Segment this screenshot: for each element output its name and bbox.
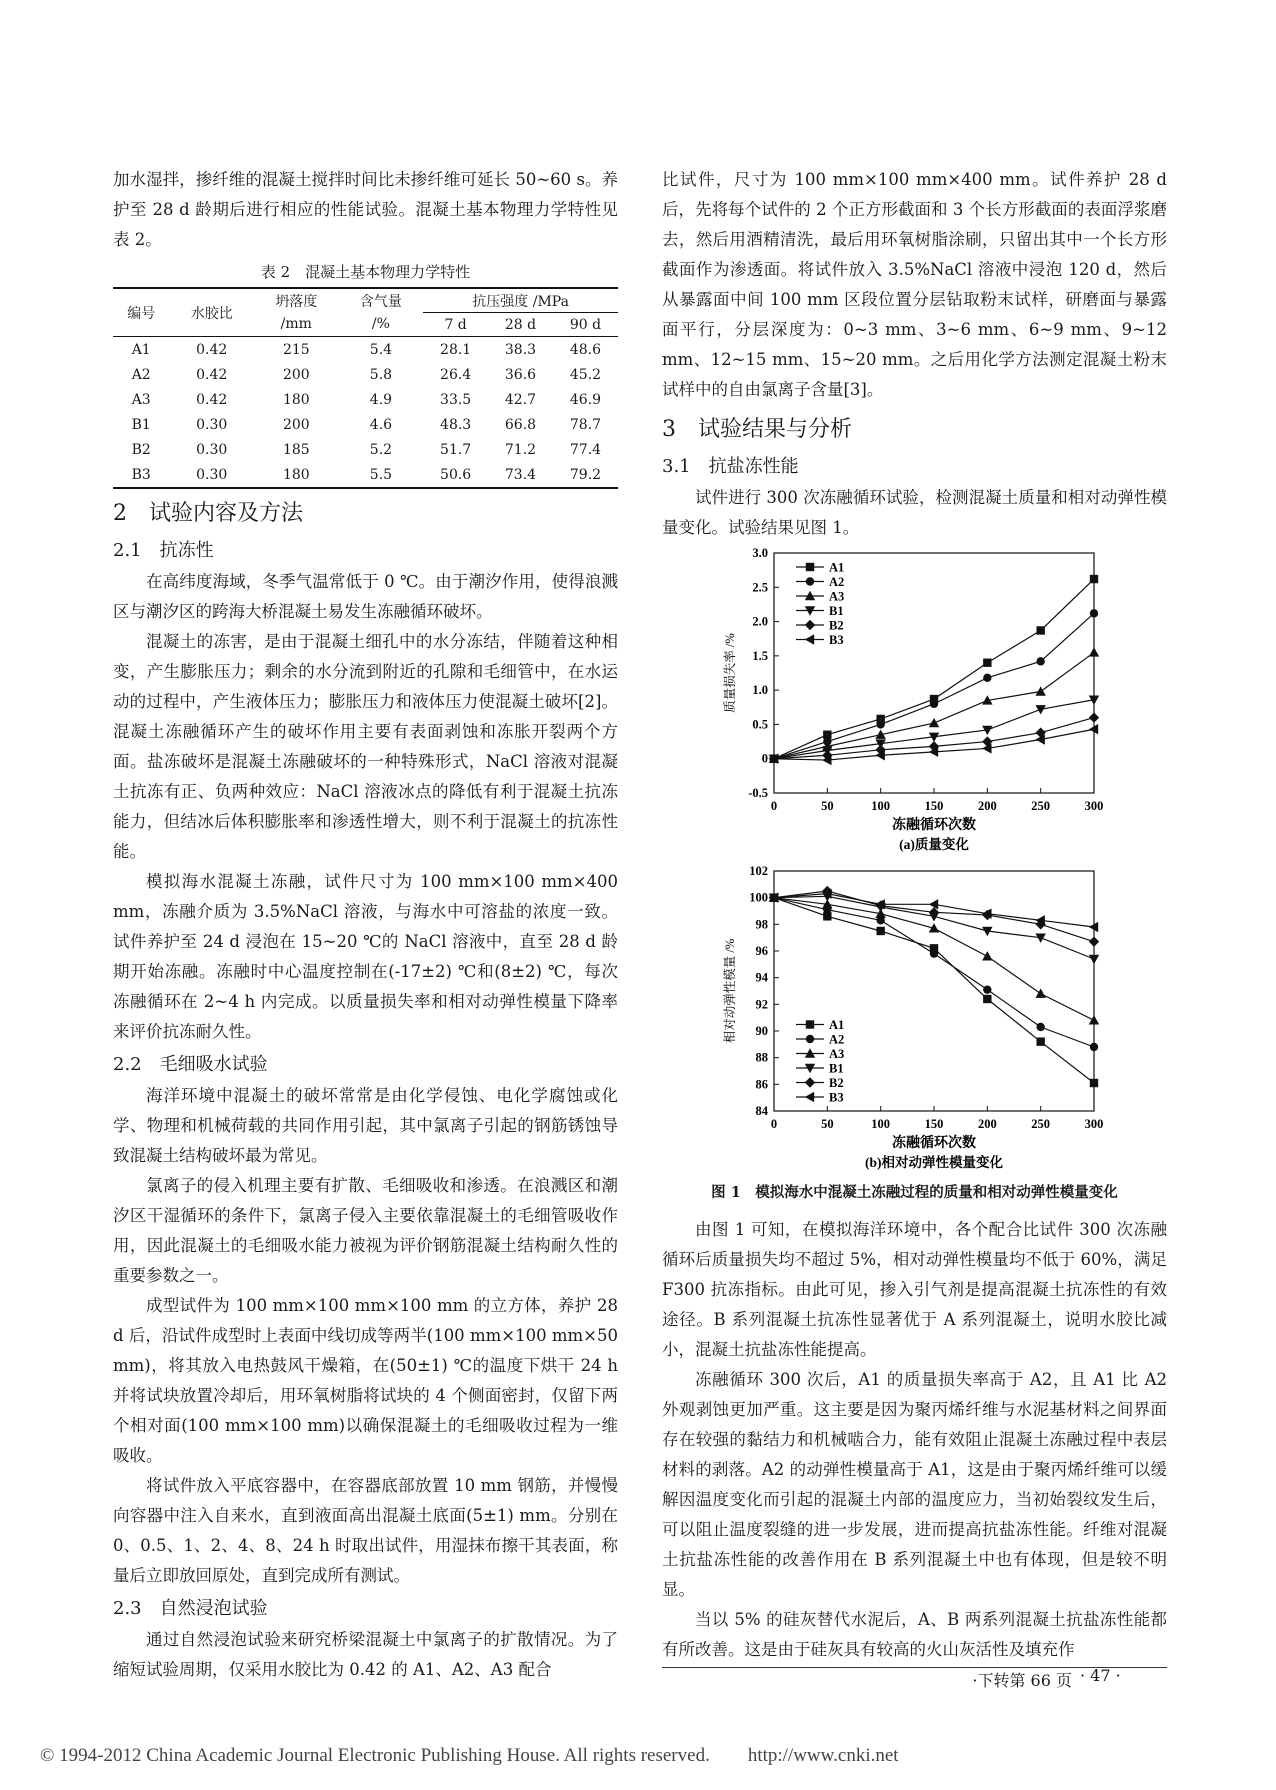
paragraph: 模拟海水混凝土冻融，试件尺寸为 100 mm×100 mm×400 mm，冻融介质为 3.5%NaCl 溶液，与海水中可溶盐的浓度一致。试件养护至 24 d 浸泡在 15~20 ℃的 NaCl 溶液中，直至 28 d 龄期开始冻融。冻融时中心温度控制在(-17±2) ℃和(8±2) ℃，每次冻融循环在 2~4 h 内完成。以质量损失率和相对动弹性模量下降率来评价抗冻耐久性。 — [113, 872, 618, 1041]
data-point-A1 — [1036, 626, 1044, 634]
table-row — [113, 412, 618, 437]
x-tick-label: 250 — [1031, 1117, 1051, 1131]
cell: 4.9 — [369, 391, 393, 408]
cell: 66.8 — [504, 416, 537, 433]
y-tick-label: 92 — [755, 997, 768, 1012]
legend-label-B3: B3 — [829, 1090, 844, 1105]
cell: 48.3 — [440, 416, 472, 433]
left-column — [113, 165, 618, 1685]
x-tick-label: 250 — [1031, 799, 1051, 813]
series-B2 — [769, 886, 1099, 947]
cell: 73.4 — [504, 466, 537, 483]
paragraph: 海洋环境中混凝土的破坏常常是由化学侵蚀、电化学腐蚀或化学、物理和机械荷载的共同作用引起，其中氯离子引起的钢筋锈蚀导致混凝土结构破坏最为常见。 — [113, 1086, 618, 1165]
section-3-heading: 3 试验结果与分析 — [662, 417, 852, 442]
cell: 0.30 — [196, 466, 228, 483]
cell: 5.5 — [369, 466, 393, 483]
cell: 78.7 — [569, 416, 602, 433]
cell: 42.7 — [504, 391, 537, 408]
data-point-A3 — [1089, 647, 1099, 656]
cell: 5.2 — [369, 441, 393, 458]
cell: A1 — [131, 341, 151, 358]
cell: 36.6 — [504, 366, 537, 383]
chart-dynamic-modulus — [662, 861, 1167, 1179]
cell: 5.8 — [369, 366, 393, 383]
legend-label-A1: A1 — [829, 560, 845, 575]
paragraph: 比试件，尺寸为 100 mm×100 mm×400 mm。试件养护 28 d 后，先将每个试件的 2 个正方形截面和 3 个长方形截面的表面浮浆磨去，然后用酒精清洗，最后用环氧树脂涂刷，只留出其中一个长方形截面作为渗透面。将试件放入 3.5%NaCl 溶液中浸泡 120 d，然后从暴露面中间 100 mm 区段位置分层钻取粉末试样，研磨面与暴露面平行，分层深度为：0~3 mm、3~6 mm、6~9 mm、9~12 mm、12~15 mm、15~20 mm。之后用化学方法测定混凝土粉末试样中的自由氯离子含量[3]。 — [662, 170, 1167, 399]
table-row — [113, 362, 618, 387]
y-tick-label: 0 — [761, 751, 768, 766]
cell: 180 — [282, 391, 310, 408]
data-point-A3 — [1089, 1015, 1099, 1024]
th-7d: 7 d — [423, 313, 488, 337]
legend-label-A1: A1 — [829, 1018, 845, 1032]
cell: 77.4 — [569, 441, 602, 458]
cell: 4.6 — [369, 416, 393, 433]
cell: B2 — [131, 441, 151, 458]
table-row — [113, 337, 618, 363]
x-tick-label: 200 — [977, 799, 997, 813]
data-point-A2 — [1036, 1023, 1044, 1031]
page-number: · 47 · — [1080, 1666, 1121, 1685]
x-tick-label: 300 — [1084, 799, 1104, 813]
cell: 48.6 — [569, 341, 602, 358]
legend-label-A2: A2 — [829, 575, 845, 589]
paragraph: 通过自然浸泡试验来研究桥梁混凝土中氯离子的扩散情况。为了缩短试验周期，仅采用水胶比为 0.42 的 A1、A2、A3 配合 — [113, 1630, 618, 1679]
data-point-A2 — [1090, 609, 1098, 617]
plot-frame — [774, 553, 1094, 793]
cell: 26.4 — [440, 366, 472, 383]
intro-paragraph: 加水湿拌，掺纤维的混凝土搅拌时间比未掺纤维可延长 50~60 s。养护至 28 d 龄期后进行相应的性能试验。混凝土基本物理力学特性见表 2。 — [113, 170, 618, 249]
cell: 79.2 — [569, 466, 602, 483]
data-point-B2 — [1089, 936, 1099, 946]
cell: 0.30 — [196, 416, 228, 433]
cell: 0.30 — [196, 441, 228, 458]
data-point-A1 — [1090, 1079, 1098, 1087]
legend-marker-B3 — [805, 1092, 814, 1102]
cell: A2 — [131, 366, 151, 383]
legend-label-B1: B1 — [829, 1061, 844, 1076]
legend-label-A2: A2 — [829, 1032, 845, 1047]
th-strength: 抗压强度 /MPa — [423, 288, 618, 313]
right-column — [662, 165, 1167, 1694]
legend-label-A3: A3 — [829, 589, 845, 604]
y-tick-label: 2.5 — [752, 580, 768, 595]
data-point-A2 — [983, 985, 991, 993]
data-point-A1 — [1090, 575, 1098, 583]
section-2-2-heading: 2.2 毛细吸水试验 — [113, 1054, 268, 1075]
legend-marker-B2 — [805, 1077, 815, 1087]
data-point-A1 — [1036, 1037, 1044, 1045]
paragraph: 试件进行 300 次冻融循环试验，检测混凝土质量和相对动弹性模量变化。试验结果见图 1。 — [662, 488, 1167, 537]
data-point-A2 — [1036, 657, 1044, 665]
th-id: 编号 — [113, 288, 169, 337]
data-point-A3 — [929, 718, 939, 727]
cell: B1 — [131, 416, 151, 433]
series-A1 — [770, 893, 1098, 1087]
y-tick-label: 96 — [755, 944, 768, 958]
paragraph: 冻融循环 300 次后，A1 的质量损失率高于 A2，且 A1 比 A2 外观剥蚀更加严重。这主要是因为聚丙烯纤维与水泥基材料之间界面存在较强的黏结力和机械啮合力，能有效阻止混凝土冻融过程中表层材料的剥落。A2 的动弹性模量高于 A1，这是由于聚丙烯纤维可以缓解因温度变化而引起的混凝土内部的温度应力，当初始裂纹发生后，可以阻止温度裂缝的进一步发展，进而提高抗盐冻性能。纤维对混凝土抗盐冻性能的改善作用在 B 系列混凝土中也有体现，但是较不明显。 — [662, 1370, 1167, 1599]
data-point-A3 — [982, 951, 992, 960]
data-point-A3 — [1035, 988, 1045, 997]
data-point-A2 — [983, 674, 991, 682]
data-point-A1 — [983, 659, 991, 667]
x-tick-label: 100 — [871, 1117, 891, 1131]
th-90d: 90 d — [553, 313, 618, 337]
cell: 180 — [282, 466, 310, 483]
th-air: 含气量 — [359, 293, 402, 310]
cell: 185 — [282, 441, 310, 458]
y-tick-label: 86 — [755, 1077, 768, 1092]
y-tick-label: 98 — [755, 917, 768, 932]
cell: 71.2 — [504, 441, 537, 458]
table-caption: 表 2 混凝土基本物理力学特性 — [260, 263, 471, 281]
legend-marker-A1 — [806, 563, 814, 571]
cell: 200 — [282, 416, 310, 433]
cell: 33.5 — [440, 391, 472, 408]
legend-marker-B2 — [805, 620, 815, 630]
x-tick-label: 50 — [821, 1117, 834, 1131]
paragraph: 混凝土的冻害，是由于混凝土细孔中的水分冻结，伴随着这种相变，产生膨胀压力；剩余的水分流到附近的孔隙和毛细管中，在水运动的过程中，产生液体压力；膨胀压力和液体压力使混凝土破坏[2]。混凝土冻融循环产生的破坏作用主要有表面剥蚀和冻胀开裂两个方面。盐冻破坏是混凝土冻融破坏的一种特殊形式，NaCl 溶液对混凝土抗冻有正、负两种效应：NaCl 溶液冰点的降低有利于混凝土抗冻能力，但结冰后体积膨胀率和渗透性增大，则不利于混凝土的抗冻性能。 — [113, 632, 618, 861]
figure-caption: 图 1 模拟海水中混凝土冻融过程的质量和相对动弹性模量变化 — [711, 1184, 1118, 1201]
chart-subtitle: (a)质量变化 — [899, 837, 969, 852]
legend-marker-A2 — [806, 1035, 814, 1043]
legend-marker-A1 — [806, 1020, 814, 1028]
y-axis-label: 相对动弹性模量 /% — [723, 938, 737, 1044]
legend-marker-A2 — [806, 577, 814, 585]
cell: 46.9 — [569, 391, 602, 408]
y-tick-label: 84 — [755, 1104, 768, 1118]
paragraph: 氯离子的侵入机理主要有扩散、毛细吸收和渗透。在浪溅区和潮汐区干湿循环的条件下，氯离子侵入主要依靠混凝土的毛细管吸收作用，因此混凝土的毛细吸水能力被视为评价钢筋混凝土结构耐久性的重要参数之一。 — [113, 1176, 618, 1285]
y-tick-label: 88 — [755, 1050, 768, 1065]
chart-mass-loss — [662, 543, 1167, 861]
y-tick-label: -0.5 — [748, 786, 768, 800]
data-point-A1 — [983, 995, 991, 1003]
th-wb: 水胶比 — [169, 288, 254, 337]
cell: B3 — [131, 466, 151, 483]
y-tick-label: 94 — [755, 970, 768, 985]
y-tick-label: 90 — [755, 1024, 768, 1038]
cell: 38.3 — [504, 341, 537, 358]
y-tick-label: 0.5 — [752, 717, 768, 732]
x-tick-label: 100 — [871, 799, 891, 813]
x-tick-label: 50 — [821, 799, 834, 813]
legend-label-B3: B3 — [829, 633, 844, 647]
continued-note: ·下转第 66 页 — [662, 1667, 1167, 1694]
data-point-A1 — [876, 927, 884, 935]
cell: 0.42 — [196, 341, 228, 358]
table-row — [113, 437, 618, 462]
table-row — [113, 462, 618, 488]
x-tick-label: 0 — [770, 799, 778, 813]
paragraph: 在高纬度海域，冬季气温常低于 0 ℃。由于潮汐作用，使得浪溅区与潮汐区的跨海大桥混凝土易发生冻融循环破坏。 — [113, 572, 618, 621]
y-axis-label: 质量损失率 /% — [723, 633, 737, 713]
cell: 0.42 — [196, 391, 228, 408]
section-2-heading: 2 试验内容及方法 — [113, 501, 303, 526]
paragraph: 由图 1 可知，在模拟海洋环境中，各个配合比试件 300 次冻融循环后质量损失均不超过 5%，相对动弹性模量均不低于 60%，满足 F300 抗冻指标。由此可见，掺入引气剂是提高混凝土抗冻性的有效途径。B 系列混凝土抗冻性显著优于 A 系列混凝土，说明水胶比减小，混凝土抗盐冻性能提高。 — [662, 1220, 1167, 1359]
table-2 — [113, 287, 618, 489]
section-2-3-heading: 2.3 自然浸泡试验 — [113, 1598, 268, 1619]
legend-label-B1: B1 — [829, 604, 844, 618]
cell: 45.2 — [569, 366, 602, 383]
y-tick-label: 2.0 — [752, 614, 768, 629]
th-28d: 28 d — [488, 313, 553, 337]
table-row — [113, 387, 618, 412]
cell: 50.6 — [440, 466, 472, 483]
th-slump: 坍落度 — [275, 293, 318, 310]
data-point-A2 — [930, 700, 938, 708]
copyright-footer: © 1994-2012 China Academic Journal Electronic Publishing House. All rights reserved. http://www.cnki.net — [40, 1745, 899, 1766]
th-air-unit: /% — [339, 313, 424, 337]
x-axis-label: 冻融循环次数 — [892, 818, 976, 833]
cell: 51.7 — [440, 441, 472, 458]
section-2-1-heading: 2.1 抗冻性 — [113, 540, 214, 561]
data-point-B2 — [1089, 712, 1099, 722]
data-point-A2 — [876, 720, 884, 728]
x-tick-label: 150 — [924, 1117, 944, 1131]
cell: A3 — [131, 391, 151, 408]
cell: 28.1 — [440, 341, 472, 358]
cell: 200 — [282, 366, 310, 383]
paragraph: 成型试件为 100 mm×100 mm×100 mm 的立方体，养护 28 d 后，沿试件成型时上表面中线切成等两半(100 mm×100 mm×50 mm)，将其放入电热鼓风干燥箱，在(50±1) ℃的温度下烘干 24 h 并将试块放置冷却后，用环氧树脂将试块的 4 个侧面密封，仅留下两个相对面(100 mm×100 mm)以确保混凝土的毛细吸收过程为一维吸收。 — [113, 1296, 618, 1465]
legend-marker-B3 — [805, 634, 814, 644]
y-tick-label: 1.5 — [752, 648, 768, 663]
data-point-A2 — [930, 949, 938, 957]
section-3-1-heading: 3.1 抗盐冻性能 — [662, 456, 799, 477]
y-tick-label: 3.0 — [752, 546, 768, 560]
x-tick-label: 0 — [770, 1117, 778, 1131]
cell: 215 — [282, 341, 310, 358]
legend-label-A3: A3 — [829, 1047, 845, 1061]
x-axis-label: 冻融循环次数 — [892, 1136, 976, 1151]
chart-subtitle: (b)相对动弹性模量变化 — [865, 1155, 1003, 1170]
legend-label-B2: B2 — [829, 1076, 844, 1090]
x-tick-label: 150 — [924, 799, 944, 813]
data-point-B1 — [1035, 705, 1045, 714]
y-tick-label: 1.0 — [752, 683, 768, 698]
cell: 5.4 — [369, 341, 393, 358]
cell: 0.42 — [196, 366, 228, 383]
th-slump-unit: /mm — [254, 313, 339, 337]
data-point-A3 — [1035, 686, 1045, 695]
data-point-A2 — [1090, 1043, 1098, 1051]
data-point-B1 — [1035, 933, 1045, 942]
x-tick-label: 200 — [977, 1117, 997, 1131]
paragraph: 当以 5% 的硅灰替代水泥后，A、B 两系列混凝土抗盐冻性能都有所改善。这是由于硅灰具有较高的火山灰活性及填充作 — [662, 1610, 1167, 1659]
y-tick-label: 102 — [749, 864, 768, 878]
y-tick-label: 100 — [749, 890, 768, 905]
legend-label-B2: B2 — [829, 618, 844, 633]
data-point-B1 — [1089, 955, 1099, 964]
x-tick-label: 300 — [1084, 1117, 1104, 1131]
paragraph: 将试件放入平底容器中，在容器底部放置 10 mm 钢筋，并慢慢向容器中注入自来水，直到液面高出混凝土底面(5±1) mm。分别在 0、0.5、1、2、4、8、24 h 时取出试件，用湿抹布擦干其表面，称量后立即放回原处，直到完成所有测试。 — [113, 1476, 618, 1585]
